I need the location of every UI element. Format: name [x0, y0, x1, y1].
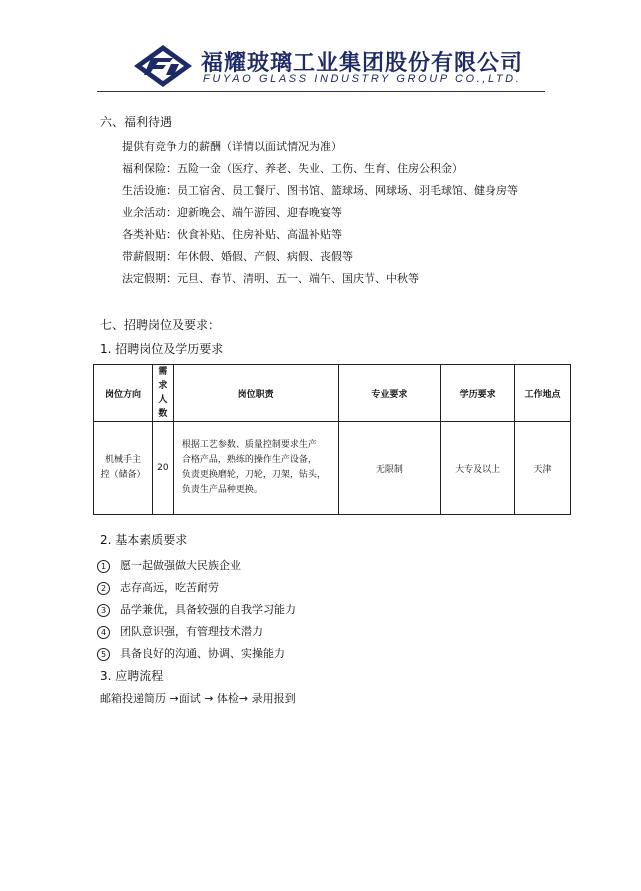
circled-number: 2	[97, 582, 110, 595]
process-subtitle: 3. 应聘流程	[100, 669, 164, 683]
cell-duty	[173, 422, 338, 515]
positions-subtitle: 1. 招聘岗位及学历要求	[100, 342, 224, 356]
cell-major: 无限制	[338, 422, 441, 515]
company-name-cn: 福耀玻璃工业集团股份有限公司	[201, 51, 524, 76]
qualities-subtitle: 2. 基本素质要求	[100, 533, 188, 547]
list-item	[97, 557, 241, 573]
list-item	[97, 579, 219, 595]
quality-text: 团队意识强，有管理技术潜力	[120, 625, 263, 638]
header-count-char: 需	[158, 367, 168, 377]
quality-text: 愿一起做强做大民族企业	[120, 559, 241, 572]
quality-text: 志存高远，吃苦耐劳	[120, 581, 219, 594]
benefit-line: 各类补贴：伙食补贴、住房补贴、高温补贴等	[122, 228, 342, 241]
circled-number: 5	[97, 648, 110, 661]
circled-number: 3	[97, 604, 110, 617]
circled-number: 1	[97, 560, 110, 573]
benefit-line: 带薪假期：年休假、婚假、产假、病假、丧假等	[122, 250, 353, 263]
letterhead	[133, 44, 523, 88]
benefit-line: 生活设施：员工宿舍、员工餐厅、图书馆、篮球场、网球场、羽毛球馆、健身房等	[122, 184, 518, 197]
application-process: 邮箱投递简历 →面试 → 体检→ 录用报到	[100, 692, 296, 705]
duty-line: 根据工艺参数、质量控制要求生产	[181, 440, 317, 450]
cell-location: 天津	[515, 422, 571, 515]
benefits-title: 六、福利待遇	[100, 115, 173, 129]
table-row	[94, 422, 571, 515]
cell-count: 20	[152, 422, 173, 515]
duty-line: 负责生产品种更换。	[181, 485, 263, 495]
header-count-char: 求	[158, 381, 168, 391]
cell-direction	[94, 422, 153, 515]
header-divider	[97, 91, 545, 92]
benefit-line: 提供有竞争力的薪酬（详情以面试情况为准）	[122, 140, 342, 153]
header-education: 学历要求	[441, 365, 515, 422]
company-name-en: FUYAO GLASS INDUSTRY GROUP CO.,LTD.	[203, 73, 522, 85]
fuyao-logo-icon	[133, 44, 193, 88]
header-major: 专业要求	[338, 365, 441, 422]
header-count-char: 数	[158, 409, 168, 419]
list-item	[97, 623, 263, 639]
header-location: 工作地点	[515, 365, 571, 422]
benefit-line: 福利保险：五险一金（医疗、养老、失业、工伤、生育、住房公积金）	[122, 162, 463, 175]
recruitment-title: 七、招聘岗位及要求：	[100, 318, 221, 332]
table-header-row	[94, 365, 571, 422]
quality-text: 具备良好的沟通、协调、实操能力	[120, 647, 285, 660]
direction-line: 机械手主	[104, 455, 141, 465]
quality-text: 品学兼优，具备较强的自我学习能力	[120, 603, 296, 616]
direction-line: 控（储备）	[100, 470, 146, 480]
duty-line: 合格产品，熟练的操作生产设备，	[181, 455, 317, 465]
header-count-char: 人	[158, 395, 168, 405]
benefit-line: 法定假期：元旦、春节、清明、五一、端午、国庆节、中秋等	[122, 272, 419, 285]
benefit-line: 业余活动：迎新晚会、端午游园、迎春晚宴等	[122, 206, 342, 219]
header-count	[152, 365, 173, 422]
circled-number: 4	[97, 626, 110, 639]
list-item	[97, 645, 285, 661]
positions-table	[93, 364, 571, 515]
duty-line: 负责更换磨轮，刀轮，刀架，钻头，	[181, 470, 326, 480]
list-item	[97, 601, 296, 617]
cell-education: 大专及以上	[441, 422, 515, 515]
header-duty: 岗位职责	[173, 365, 338, 422]
header-direction: 岗位方向	[94, 365, 153, 422]
